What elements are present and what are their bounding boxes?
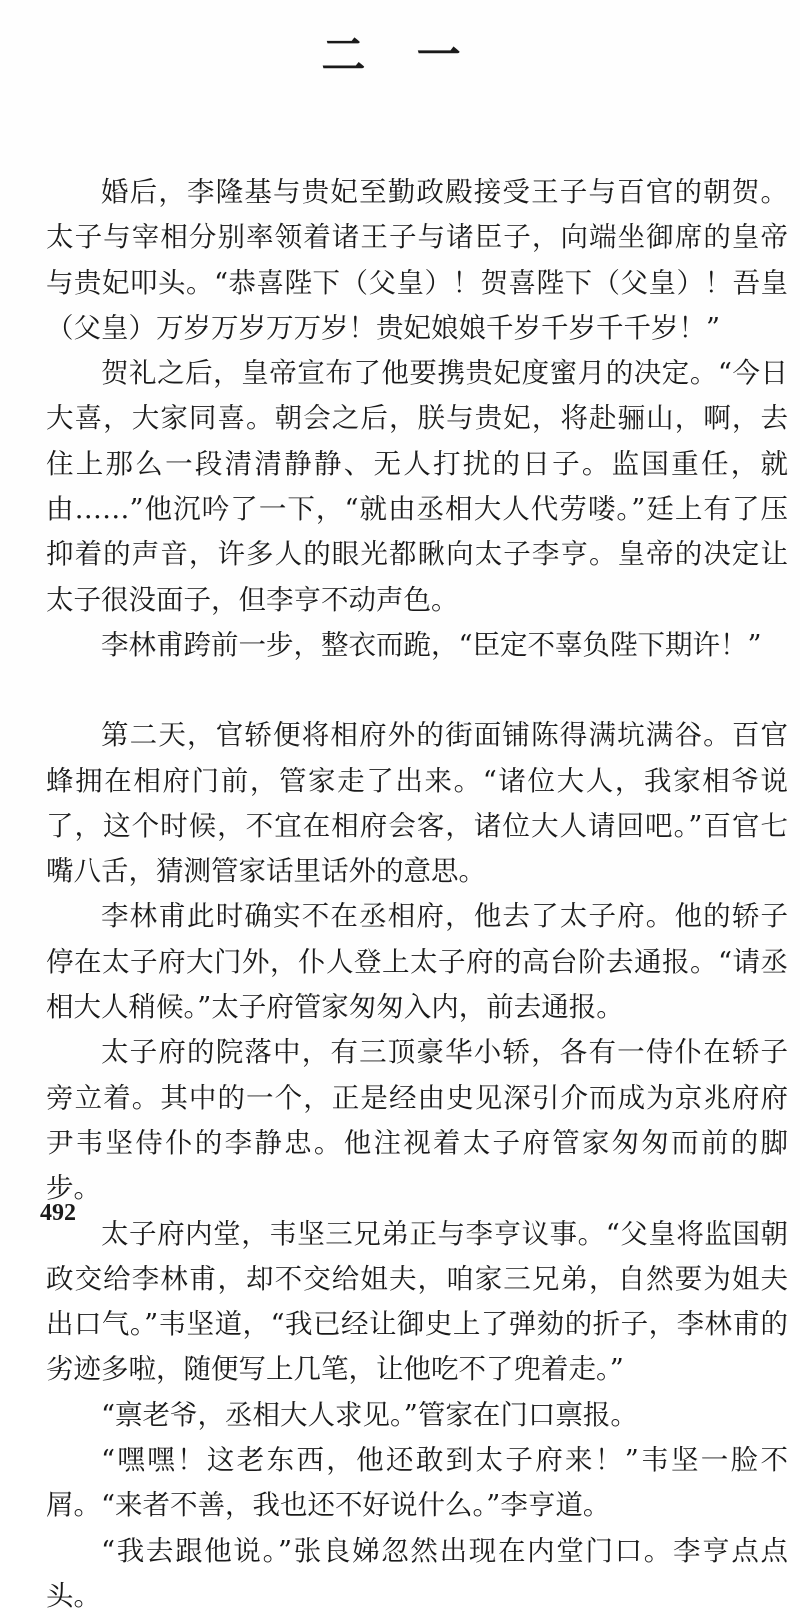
paragraph: 李林甫此时确实不在丞相府，他去了太子府。他的轿子停在太子府大门外，仆人登上太子府的高台阶去通报。“请丞相大人稍候。”太子府管家匆匆入内，前去通报。	[46, 900, 788, 1024]
body-text	[46, 170, 788, 1619]
paragraph: 李林甫跨前一步，整衣而跪，“臣定不辜负陛下期许！”	[101, 628, 762, 661]
paragraph: “我去跟他说。”张良娣忽然出现在内堂门口。李亨点点头。	[46, 1534, 788, 1612]
paragraph: 婚后，李隆基与贵妃至勤政殿接受王子与百官的朝贺。太子与宰相分别率领着诸王子与诸臣子，向端坐御席的皇帝与贵妃叩头。“恭喜陛下（父皇）！贺喜陛下（父皇）！吾皇（父皇）万岁万岁万万岁！贵妃娘娘千岁千岁千千岁！”	[46, 176, 788, 344]
page-number: 492	[40, 1200, 76, 1226]
paragraph: “禀老爷，丞相大人求见。”管家在门口禀报。	[101, 1398, 638, 1431]
section-break	[46, 668, 788, 713]
paragraph: 太子府内堂，韦坚三兄弟正与李亨议事。“父皇将监国朝政交给李林甫，却不交给姐夫，咱家三兄弟，自然要为姐夫出口气。”韦坚道，“我已经让御史上了弹劾的折子，李林甫的劣迹多啦，随便写上几笔，让他吃不了兜着走。”	[46, 1217, 788, 1386]
paragraph: 第二天，官轿便将相府外的街面铺陈得满坑满谷。百官蜂拥在相府门前，管家走了出来。“诸位大人，我家相爷说了，这个时候，不宜在相府会客，诸位大人请回吧。”百官七嘴八舌，猜测管家话里话外的意思。	[46, 719, 788, 888]
paragraph: “嘿嘿！这老东西，他还敢到太子府来！”韦坚一脸不屑。“来者不善，我也还不好说什么。”李亨道。	[46, 1444, 788, 1522]
chapter-title: 二 一	[321, 30, 479, 81]
paragraph: 太子府的院落中，有三顶豪华小轿，各有一侍仆在轿子旁立着。其中的一个，正是经由史见深引介而成为京兆府府尹韦坚侍仆的李静忠。他注视着太子府管家匆匆而前的脚步。	[46, 1036, 788, 1205]
paragraph: 贺礼之后，皇帝宣布了他要携贵妃度蜜月的决定。“今日大喜，大家同喜。朝会之后，朕与贵妃，将赴骊山，啊，去住上那么一段清清静静、无人打扰的日子。监国重任，就由……”他沉吟了一下，“就由丞相大人代劳喽。”廷上有了压抑着的声音，许多人的眼光都瞅向太子李亨。皇帝的决定让太子很没面子，但李亨不动声色。	[46, 357, 788, 616]
